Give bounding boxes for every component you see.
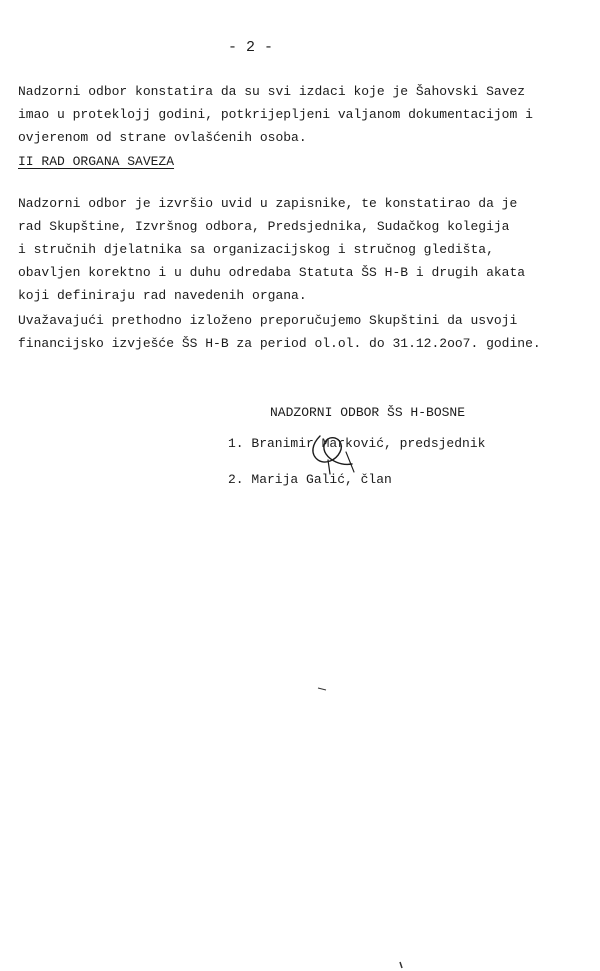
- signature-title: NADZORNI ODBOR ŠS H-BOSNE: [270, 405, 466, 420]
- text-line: Nadzorni odbor je izvršio uvid u zapisnike, te konstatirao da je: [18, 196, 518, 211]
- page-number: - 2 -: [228, 39, 274, 56]
- section-heading: II RAD ORGANA SAVEZA: [18, 154, 175, 169]
- text-line: i stručnih djelatnika sa organizacijskog i stručnog gledišta,: [18, 242, 494, 257]
- text-line: Nadzorni odbor konstatira da su svi izdaci koje je Šahovski Savez: [18, 84, 526, 99]
- text-line: rad Skupštine, Izvršnog odbora, Predsjednika, Sudačkog kolegija: [18, 219, 510, 234]
- signatory-member: 2. Marija Galić, član: [228, 472, 392, 487]
- text-line: financijsko izvješće ŠS H-B za period ol.ol. do 31.12.2oo7. godine.: [18, 336, 541, 351]
- text-line: ovjerenom od strane ovlašćenih osoba.: [18, 130, 307, 145]
- signatory-president: 1. Branimir Marković, predsjednik: [228, 436, 486, 451]
- text-line: obavljen korektno i u duhu odredaba Statuta ŠS H-B i drugih akata: [18, 265, 526, 280]
- text-line: imao u proteklojj godini, potkrijepljeni valjanom dokumentacijom i: [18, 107, 533, 122]
- text-line: koji definiraju rad navedenih organa.: [18, 288, 307, 303]
- text-line: Uvažavajući prethodno izloženo preporučujemo Skupštini da usvoji: [18, 313, 518, 328]
